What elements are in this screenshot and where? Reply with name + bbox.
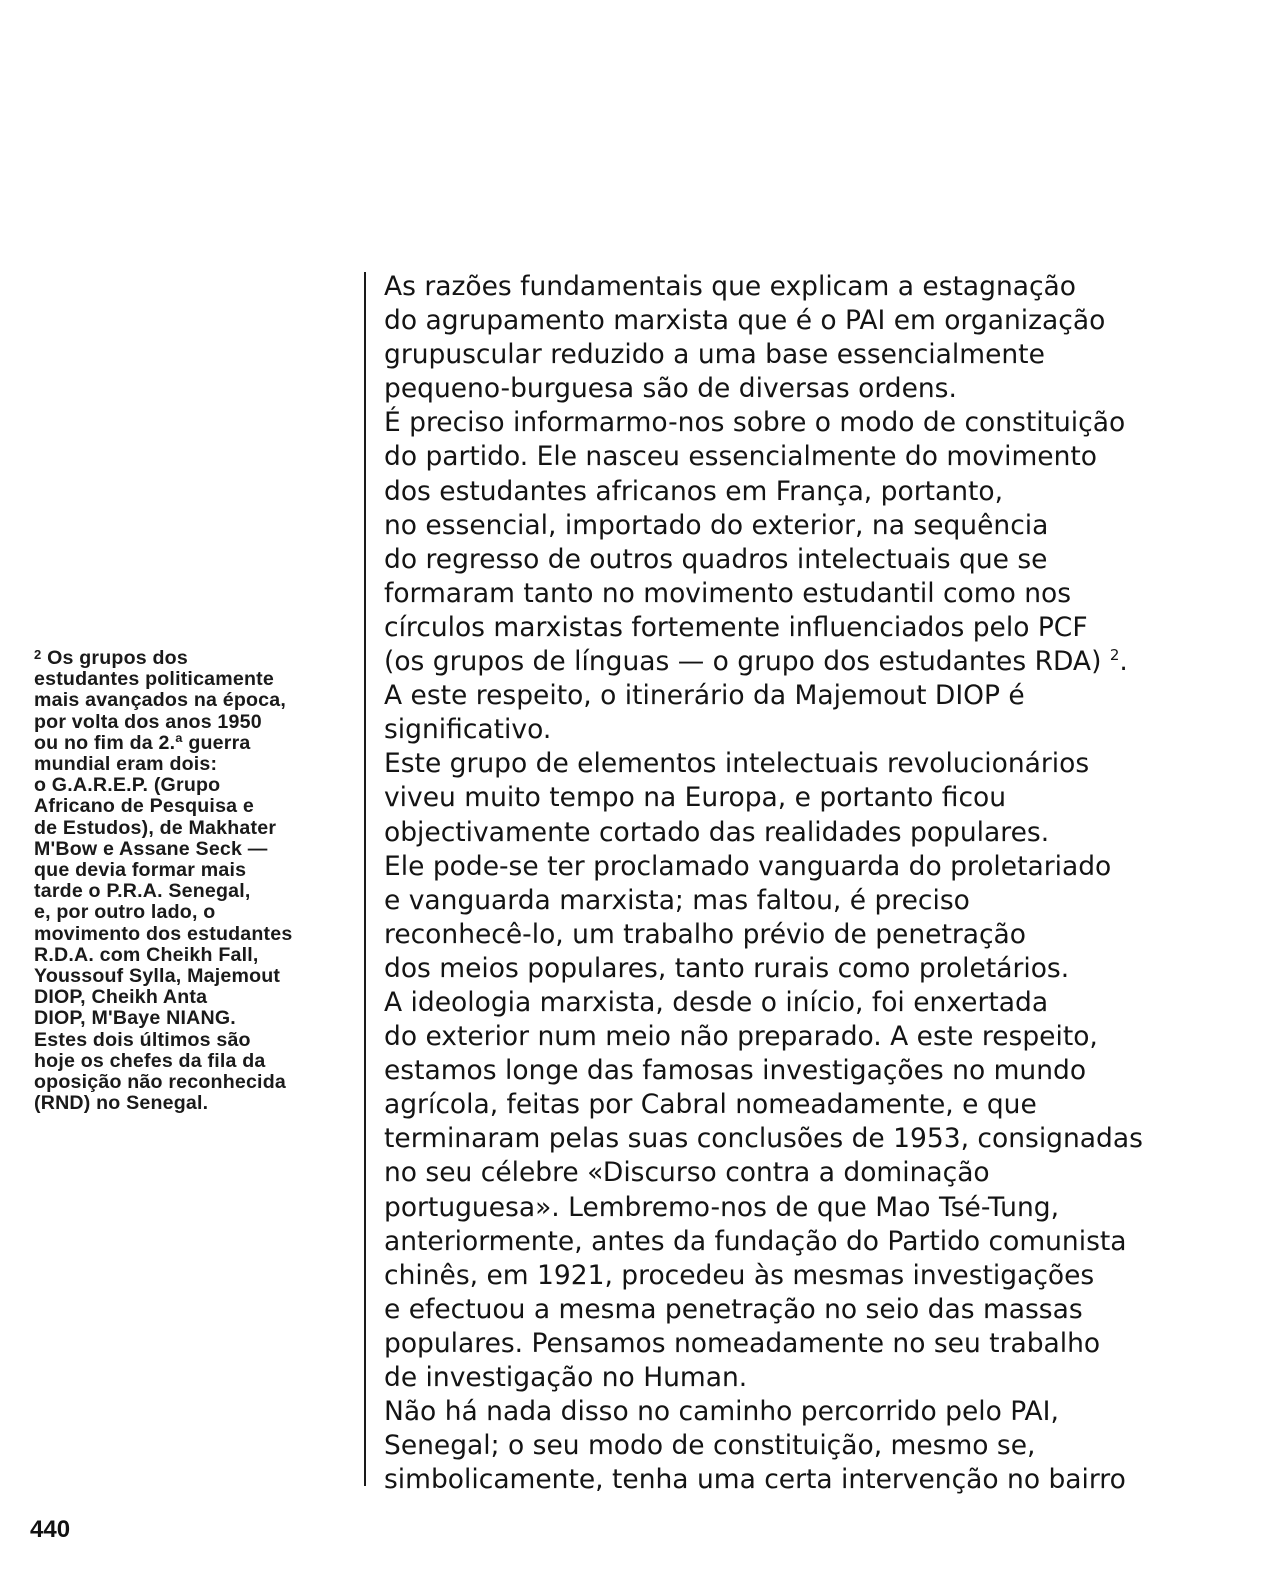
footnote-line: DIOP, Cheikh Anta bbox=[34, 986, 208, 1009]
footnote-line: Africano de Pesquisa e bbox=[34, 795, 255, 818]
body-line: no seu célebre «Discurso contra a dominação bbox=[384, 1157, 990, 1189]
body-line: dos meios populares, tanto rurais como proletários. bbox=[384, 952, 1070, 984]
body-line: A ideologia marxista, desde o início, foi enxertada bbox=[384, 986, 1049, 1018]
body-line: do exterior num meio não preparado. A este respeito, bbox=[384, 1021, 1098, 1053]
body-line: grupuscular reduzido a uma base essencialmente bbox=[384, 339, 1045, 371]
body-line: de investigação no Human. bbox=[384, 1362, 748, 1393]
body-line: As razões fundamentais que explicam a estagnação bbox=[384, 271, 1077, 302]
footnote-line: R.D.A. com Cheikh Fall, bbox=[34, 943, 259, 966]
body-line: objectivamente cortado das realidades populares. bbox=[384, 816, 1050, 848]
body-line: e efectuou a mesma penetração no seio das massas bbox=[384, 1293, 1083, 1325]
body-line: do agrupamento marxista que é o PAI em organização bbox=[384, 305, 1106, 337]
footnote-line: Youssouf Sylla, Majemout bbox=[34, 965, 281, 988]
body-line: do partido. Ele nasceu essencialmente do movimento bbox=[384, 441, 1097, 473]
footnote-line: o G.A.R.E.P. (Grupo bbox=[34, 774, 221, 797]
body-line: (os grupos de línguas — o grupo dos estudantes RDA) $^2$. bbox=[384, 646, 1128, 678]
body-line: e vanguarda marxista; mas faltou, é preciso bbox=[384, 884, 970, 916]
footnote-line: estudantes politicamente bbox=[34, 668, 274, 691]
body-line: do regresso de outros quadros intelectuais que se bbox=[384, 543, 1048, 575]
body-line: A este respeito, o itinerário da Majemout DIOP é bbox=[384, 680, 1025, 712]
footnote-line: $^2$ Os grupos dos bbox=[34, 647, 188, 669]
footnote-line: e, por outro lado, o bbox=[34, 901, 216, 924]
body-line: formaram tanto no movimento estudantil como nos bbox=[384, 577, 1072, 609]
body-line: simbolicamente, tenha uma certa intervenção no bairro bbox=[384, 1464, 1126, 1496]
footnote-line: mais avançados na época, bbox=[34, 689, 287, 712]
side-footnote bbox=[34, 648, 364, 1114]
footnote-line: que devia formar mais bbox=[34, 859, 247, 882]
footnote-line: movimento dos estudantes bbox=[34, 922, 293, 945]
body-line: círculos marxistas fortemente influenciados pelo PCF bbox=[384, 611, 1088, 643]
body-line: Ele pode-se ter proclamado vanguarda do proletariado bbox=[384, 850, 1112, 882]
main-text bbox=[384, 270, 1244, 1497]
body-line: significativo. bbox=[384, 714, 552, 746]
body-line: populares. Pensamos nomeadamente no seu trabalho bbox=[384, 1327, 1101, 1359]
body-line: viveu muito tempo na Europa, e portanto ficou bbox=[384, 782, 1007, 814]
body-line: pequeno-burguesa são de diversas ordens. bbox=[384, 373, 957, 405]
body-line: Senegal; o seu modo de constituição, mesmo se, bbox=[384, 1430, 1036, 1462]
footnote-line: ou no fim da 2.ª guerra bbox=[34, 731, 251, 754]
body-line: É preciso informarmo-nos sobre o modo de constituição bbox=[384, 407, 1126, 439]
body-line: anteriormente, antes da fundação do Partido comunista bbox=[384, 1225, 1127, 1257]
body-line: portuguesa». Lembremo-nos de que Mao Tsé-Tung, bbox=[384, 1191, 1059, 1223]
footnote-line: (RND) no Senegal. bbox=[34, 1092, 209, 1115]
footnote-line: M'Bow e Assane Seck — bbox=[34, 837, 268, 860]
body-line: estamos longe das famosas investigações no mundo bbox=[384, 1055, 1087, 1087]
body-line: terminaram pelas suas conclusões de 1953, consignadas bbox=[384, 1123, 1143, 1155]
footnote-line: mundial eram dois: bbox=[34, 753, 218, 776]
footnote-line: oposição não reconhecida bbox=[34, 1071, 286, 1094]
body-line: reconhecê-lo, um trabalho prévio de penetração bbox=[384, 918, 1027, 950]
body-line: no essencial, importado do exterior, na sequência bbox=[384, 509, 1049, 541]
column-divider bbox=[364, 272, 366, 1486]
footnote-line: DIOP, M'Baye NIANG. bbox=[34, 1007, 236, 1030]
body-line: Não há nada disso no caminho percorrido pelo PAI, bbox=[384, 1396, 1059, 1428]
body-line: dos estudantes africanos em França, portanto, bbox=[384, 475, 1004, 507]
page-number: 440 bbox=[30, 1516, 71, 1543]
body-line: agrícola, feitas por Cabral nomeadamente, e que bbox=[384, 1089, 1037, 1121]
footnote-line: Estes dois últimos são bbox=[34, 1028, 251, 1051]
footnote-line: tarde o P.R.A. Senegal, bbox=[34, 880, 251, 903]
footnote-line: de Estudos), de Makhater bbox=[34, 816, 277, 839]
body-line: chinês, em 1921, procedeu às mesmas investigações bbox=[384, 1259, 1095, 1291]
footnote-reference: 2 bbox=[1109, 646, 1120, 665]
footnote-line: por volta dos anos 1950 bbox=[34, 710, 262, 733]
footnote-line: hoje os chefes da fila da bbox=[34, 1049, 266, 1072]
footnote-marker: 2 bbox=[34, 647, 42, 662]
body-line: Este grupo de elementos intelectuais revolucionários bbox=[384, 748, 1090, 780]
